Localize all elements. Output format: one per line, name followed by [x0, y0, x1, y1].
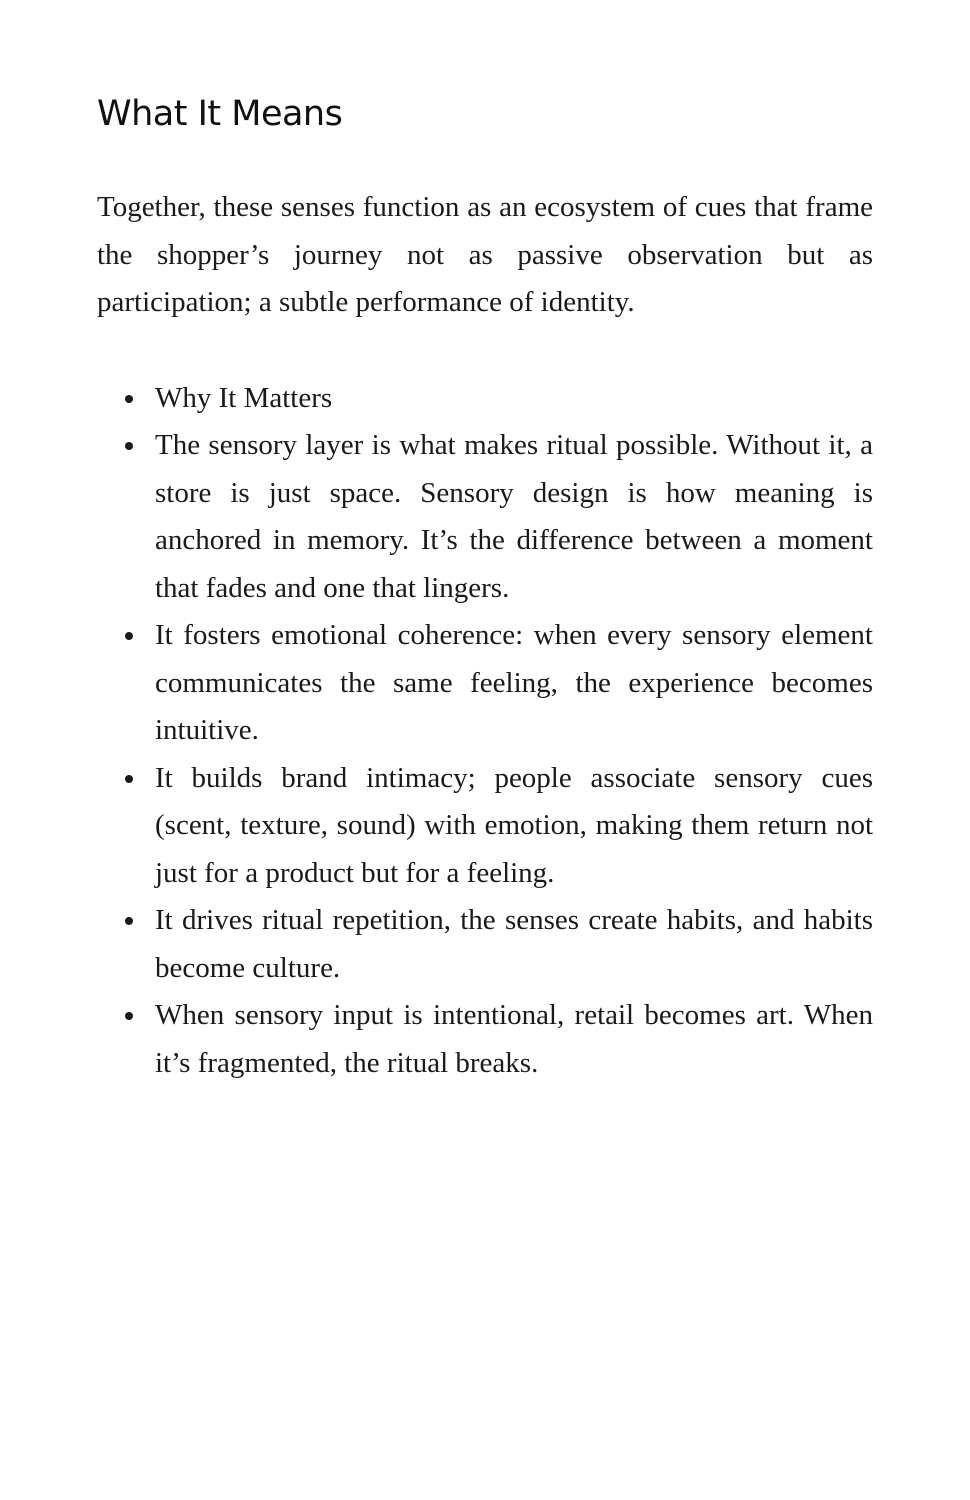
list-item [155, 992, 873, 1087]
list-item [155, 897, 873, 992]
list-item [155, 612, 873, 755]
bullet-icon [125, 1012, 133, 1020]
list-item [155, 755, 873, 898]
list-item-text: It builds brand intimacy; people associate sensory cues (scent, texture, sound) with emotion, making them return not just for a product but for a feeling. [155, 761, 873, 889]
bullet-list [97, 375, 873, 1088]
list-item-text: The sensory layer is what makes ritual possible. Without it, a store is just space. Sensory design is how meaning is anchored in memory. It’s the difference between a moment that fades and one that lingers. [155, 429, 873, 604]
section-heading: What It Means [97, 94, 343, 134]
list-item-text: It fosters emotional coherence: when every sensory element communicates the same feeling, the experience becomes intuitive. [155, 619, 873, 746]
bullet-icon [125, 442, 133, 450]
list-item [155, 375, 873, 423]
bullet-icon [125, 632, 133, 640]
bullet-icon [125, 395, 133, 403]
list-item-text: When sensory input is intentional, retail becomes art. When it’s fragmented, the ritual breaks. [155, 999, 873, 1079]
list-item-text: Why It Matters [155, 381, 333, 414]
bullet-icon [125, 917, 133, 925]
bullet-icon [125, 775, 133, 783]
intro-paragraph: Together, these senses function as an ecosystem of cues that frame the shopper’s journey not as passive observation but as participation; a subtle performance of identity. [97, 191, 873, 318]
list-item-text: It drives ritual repetition, the senses create habits, and habits become culture. [155, 904, 873, 984]
list-item [155, 422, 873, 612]
page-content [97, 92, 873, 1087]
